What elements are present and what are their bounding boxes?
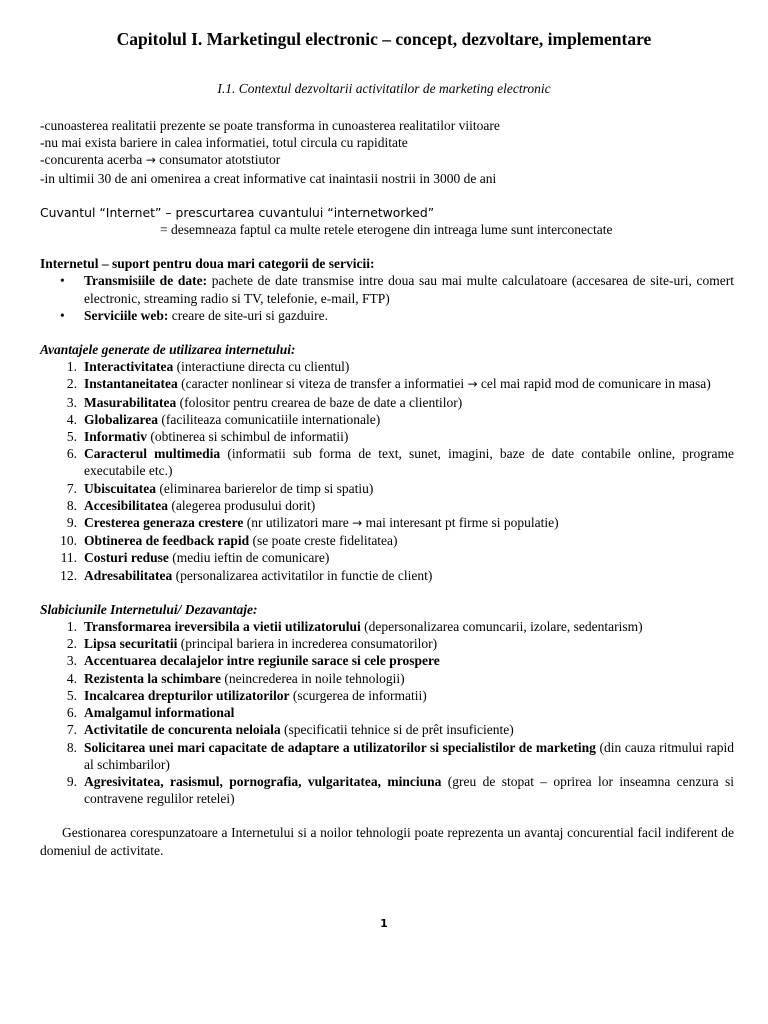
internet-meaning: = desemneaza faptul ca multe retele eterogene din intreaga lume sunt interconectate — [160, 222, 613, 238]
intro-line — [40, 117, 734, 134]
weakness-item — [40, 635, 734, 652]
advantage-item — [40, 358, 734, 375]
service-item — [40, 272, 734, 306]
weakness-name: Solicitarea unei mari capacitate de adaptare a utilizatorilor si specialistilor de marketing — [84, 739, 596, 755]
intro-line-text: -cunoasterea realitatii prezente se poate transforma in cunoasterea realitatilor viitoare — [40, 118, 500, 133]
item-number: 10. — [60, 533, 77, 549]
weakness-description: (din cauza ritmului rapid al schimbarilor) — [84, 739, 734, 772]
bullet-icon: • — [60, 273, 65, 289]
advantage-name: Cresterea generaza crestere — [84, 515, 244, 531]
service-name: Serviciile web: — [84, 307, 169, 323]
item-number: 2. — [66, 636, 77, 652]
item-number: 3. — [66, 394, 77, 410]
conclusion-paragraph: Gestionarea corespunzatoare a Internetului si a noilor tehnologii poate reprezenta un avantaj concurential facil indiferent de domeniul de activitate. — [40, 825, 734, 858]
item-number: 11. — [60, 550, 77, 566]
service-item — [40, 307, 734, 324]
item-number: 9. — [66, 515, 77, 531]
weakness-item — [40, 687, 734, 704]
weakness-name: Accentuarea decalajelor intre regiunile sarace si cele prospere — [84, 653, 440, 669]
advantage-name: Ubiscuitatea — [84, 480, 156, 496]
weakness-item — [40, 618, 734, 635]
item-number: 2. — [66, 376, 77, 392]
weakness-description: (principal bariera in increderea consumatorilor) — [177, 636, 438, 652]
advantage-description: (personalizarea activitatilor in functie de client) — [172, 567, 433, 583]
weakness-item — [40, 652, 734, 669]
weakness-name: Amalgamul informational — [84, 705, 235, 721]
advantage-name: Informativ — [84, 429, 147, 445]
item-number: 1. — [66, 619, 77, 635]
advantage-description: (alegerea produsului dorit) — [167, 497, 316, 513]
item-number: 1. — [66, 359, 77, 375]
intro-line — [40, 134, 734, 151]
item-number: 5. — [66, 687, 77, 703]
weakness-item — [40, 721, 734, 738]
advantage-item — [40, 394, 734, 411]
advantage-item — [40, 428, 734, 445]
weakness-item — [40, 670, 734, 687]
weakness-name: Lipsa securitatii — [84, 636, 178, 652]
advantage-item — [40, 375, 734, 393]
advantage-name: Caracterul multimedia — [84, 446, 221, 462]
item-number: 9. — [66, 773, 77, 789]
weakness-name: Agresivitatea, rasismul, pornografia, vulgaritatea, minciuna — [84, 773, 442, 789]
weakness-name: Transformarea ireversibila a vietii utilizatorului — [84, 619, 361, 635]
advantage-description: (faciliteaza comunicatiile internationale) — [158, 411, 381, 427]
weakness-name: Rezistenta la schimbare — [84, 670, 221, 686]
advantage-name: Accesibilitatea — [84, 497, 168, 513]
arrow-icon: → — [145, 153, 156, 168]
advantage-description-after: cel mai rapid mod de comunicare in masa) — [477, 376, 711, 392]
weakness-item — [40, 773, 734, 807]
advantage-item — [40, 480, 734, 497]
item-number: 8. — [66, 739, 77, 755]
arrow-icon: → — [352, 516, 363, 531]
service-description: creare de site-uri si gazduire. — [168, 307, 329, 323]
item-number: 6. — [66, 446, 77, 462]
advantage-item — [40, 532, 734, 549]
weakness-name: Incalcarea drepturilor utilizatorilor — [84, 687, 290, 703]
item-number: 8. — [66, 497, 77, 513]
intro-line — [40, 170, 734, 187]
weakness-description: (neincrederea in noile tehnologii) — [220, 670, 405, 686]
service-name: Transmisiile de date: — [84, 273, 208, 289]
item-number: 3. — [66, 653, 77, 669]
advantage-name: Obtinerea de feedback rapid — [84, 533, 250, 549]
advantage-item — [40, 411, 734, 428]
item-number: 7. — [66, 480, 77, 496]
weaknesses-title: Slabiciunile Internetului/ Dezavantaje: — [40, 601, 258, 617]
weakness-description: (specificatii tehnice si de prêt insuficiente) — [280, 722, 514, 738]
item-number: 7. — [66, 722, 77, 738]
intro-line — [40, 151, 734, 169]
advantage-description: (mediu ieftin de comunicare) — [168, 550, 330, 566]
advantage-description: (folositor pentru crearea de baze de date a clientilor) — [176, 394, 463, 410]
intro-lines — [40, 117, 734, 187]
advantage-description: (obtinerea si schimbul de informatii) — [147, 429, 349, 445]
arrow-icon: → — [467, 377, 478, 392]
chapter-title: Capitolul I. Marketingul electronic – concept, dezvoltare, implementare — [116, 29, 652, 49]
advantage-name: Instantaneitatea — [84, 376, 178, 392]
advantage-description: (se poate creste fidelitatea) — [249, 533, 398, 549]
item-number: 4. — [66, 670, 77, 686]
item-number: 12. — [60, 567, 77, 583]
advantage-description: (nr utilizatori mare — [243, 515, 353, 531]
advantage-description: (eliminarea barierelor de timp si spatiu) — [156, 480, 374, 496]
advantage-item — [40, 514, 734, 532]
advantage-item — [40, 567, 734, 584]
section-subtitle: I.1. Contextul dezvoltarii activitatilor de marketing electronic — [217, 81, 551, 96]
page-number: 1 — [380, 917, 388, 930]
item-number: 4. — [66, 411, 77, 427]
intro-line-text: -nu mai exista bariere in calea informatiei, totul circula cu rapiditate — [40, 135, 408, 151]
weakness-description: (greu de stopat – oprirea lor inseamna cenzura si contravene regulilor retelei) — [84, 773, 734, 807]
advantage-description: (interactiune directa cu clientul) — [173, 359, 350, 375]
weakness-description: (scurgerea de informatii) — [289, 687, 427, 703]
page-content — [40, 117, 734, 859]
advantage-name: Adresabilitatea — [84, 567, 173, 583]
bullet-icon: • — [60, 307, 65, 323]
advantages-list — [40, 358, 734, 584]
advantage-name: Masurabilitatea — [84, 394, 177, 410]
advantage-description: (informatii sub forma de text, sunet, imagini, baze de date contabile online, programe executabile etc.) — [84, 446, 735, 479]
advantage-description-after: mai interesant pt firme si populatie) — [362, 515, 559, 531]
weakness-item — [40, 704, 734, 721]
intro-line-text: -in ultimii 30 de ani omenirea a creat informative cat inaintasii nostrii in 3000 de ani — [40, 170, 497, 186]
advantage-item — [40, 549, 734, 566]
intro-line-text: -concurenta acerba — [40, 152, 146, 168]
advantage-name: Globalizarea — [84, 411, 158, 427]
item-number: 6. — [66, 705, 77, 721]
weaknesses-list — [40, 618, 734, 807]
advantage-item — [40, 497, 734, 514]
service-description: pachete de date transmise intre doua sau mai multe calculatoare (accesarea de site-uri, comert electronic, streaming radio si TV, telefonie, e-mail, FTP) — [84, 273, 734, 306]
advantage-name: Interactivitatea — [84, 359, 174, 375]
item-number: 5. — [66, 429, 77, 445]
advantage-item — [40, 445, 734, 479]
weakness-item — [40, 739, 734, 773]
advantage-name: Costuri reduse — [84, 550, 169, 566]
services-list — [40, 272, 734, 324]
weakness-description: (depersonalizarea comuncarii, izolare, sedentarism) — [360, 619, 643, 635]
advantages-title: Avantajele generate de utilizarea internetului: — [40, 342, 296, 358]
support-title: Internetul – suport pentru doua mari categorii de servicii: — [40, 256, 375, 272]
advantage-description: (caracter nonlinear si viteza de transfer a informatiei — [177, 376, 468, 392]
intro-line-text-after: consumator atotstiutor — [155, 152, 281, 168]
internet-word-definition: Cuvantul “Internet” – prescurtarea cuvantului “internetworked” — [40, 204, 435, 220]
weakness-name: Activitatile de concurenta neloiala — [84, 722, 281, 738]
